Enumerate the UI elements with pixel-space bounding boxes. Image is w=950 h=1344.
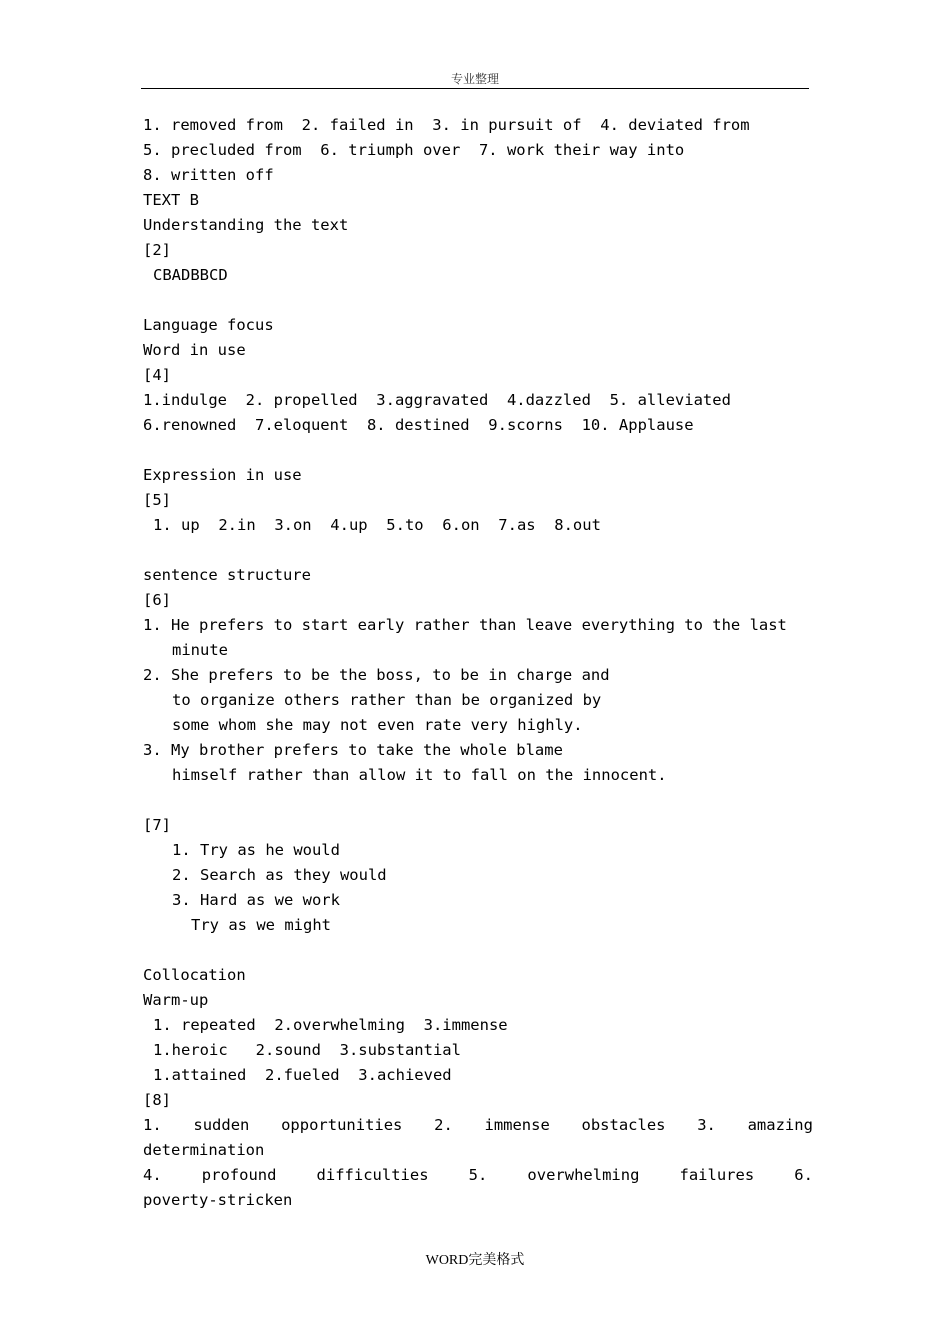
exercise-number-4: [4] [143, 366, 171, 384]
document-body [143, 113, 813, 1213]
warm-up-line-2: 1.heroic 2.sound 3.substantial [153, 1041, 461, 1059]
exercise-8-row-1-cont: determination [143, 1141, 265, 1159]
exercise-2-answer: CBADBBCD [153, 266, 228, 284]
exercise-number-6: [6] [143, 591, 171, 609]
spacer [143, 288, 813, 313]
text-a-answers-line-2: 5. precluded from 6. triumph over 7. work their way into [143, 141, 685, 159]
exercise-6-item-1-cont: minute [172, 641, 228, 659]
exercise-8-word: 5. [468, 1166, 488, 1184]
exercise-8-word: 4. [143, 1166, 162, 1184]
section-heading-text-b: TEXT B [143, 191, 199, 209]
exercise-8-word: opportunities [281, 1116, 403, 1134]
page-footer: WORD完美格式 [425, 1253, 525, 1268]
exercise-4-line-1: 1.indulge 2. propelled 3.aggravated 4.dazzled 5. alleviated [143, 391, 731, 409]
text-a-answers-line-1: 1. removed from 2. failed in 3. in pursuit of 4. deviated from [143, 116, 750, 134]
warm-up-line-3: 1.attained 2.fueled 3.achieved [153, 1066, 452, 1084]
exercise-7-item-3: 3. Hard as we work [172, 891, 340, 909]
exercise-number-5: [5] [143, 491, 171, 509]
exercise-number-7: [7] [143, 816, 171, 834]
exercise-8-word: 2. [434, 1116, 453, 1134]
exercise-7-item-4: Try as we might [191, 916, 331, 934]
exercise-8-word: 1. [143, 1116, 162, 1134]
text-a-answers-line-3: 8. written off [143, 166, 274, 184]
warm-up-line-1: 1. repeated 2.overwhelming 3.immense [153, 1016, 508, 1034]
exercise-number-2: [2] [143, 241, 171, 259]
section-heading-expression-in-use: Expression in use [143, 466, 302, 484]
exercise-8-word: amazing [747, 1116, 813, 1134]
exercise-8-word: failures [679, 1166, 755, 1184]
exercise-6-item-2-cont: some whom she may not even rate very highly. [172, 716, 583, 734]
exercise-6-item-3-cont: himself rather than allow it to fall on the innocent. [172, 766, 667, 784]
section-heading-word-in-use: Word in use [143, 341, 246, 359]
section-heading-sentence-structure: sentence structure [143, 566, 311, 584]
exercise-8-row-1 [143, 1113, 813, 1138]
exercise-8-word: profound [201, 1166, 277, 1184]
exercise-6-item-2-cont: to organize others rather than be organized by [172, 691, 602, 709]
exercise-6-item-1: 1. He prefers to start early rather than leave everything to the last [143, 616, 787, 634]
section-heading-understanding: Understanding the text [143, 216, 349, 234]
spacer [143, 438, 813, 463]
spacer [143, 788, 813, 813]
spacer [143, 938, 813, 963]
section-heading-language-focus: Language focus [143, 316, 274, 334]
exercise-4-line-2: 6.renowned 7.eloquent 8. destined 9.scorns 10. Applause [143, 416, 694, 434]
section-heading-collocation: Collocation [143, 966, 246, 984]
exercise-8-word: obstacles [581, 1116, 666, 1134]
spacer [143, 538, 813, 563]
exercise-6-item-3: 3. My brother prefers to take the whole blame [143, 741, 563, 759]
exercise-5-answers: 1. up 2.in 3.on 4.up 5.to 6.on 7.as 8.out [153, 516, 601, 534]
exercise-8-word: 6. [794, 1166, 813, 1184]
exercise-8-row-2-cont: poverty-stricken [143, 1191, 293, 1209]
exercise-8-word: difficulties [316, 1166, 429, 1184]
exercise-8-word: 3. [697, 1116, 716, 1134]
exercise-8-row-2 [143, 1163, 813, 1188]
section-heading-warm-up: Warm-up [143, 991, 209, 1009]
exercise-8-word: sudden [193, 1116, 250, 1134]
exercise-7-item-1: 1. Try as he would [172, 841, 340, 859]
exercise-8-word: overwhelming [527, 1166, 640, 1184]
exercise-8-word: immense [484, 1116, 550, 1134]
page-header: 专业整理 [141, 70, 809, 89]
exercise-7-item-2: 2. Search as they would [172, 866, 387, 884]
exercise-number-8: [8] [143, 1091, 171, 1109]
exercise-6-item-2: 2. She prefers to be the boss, to be in charge and [143, 666, 610, 684]
